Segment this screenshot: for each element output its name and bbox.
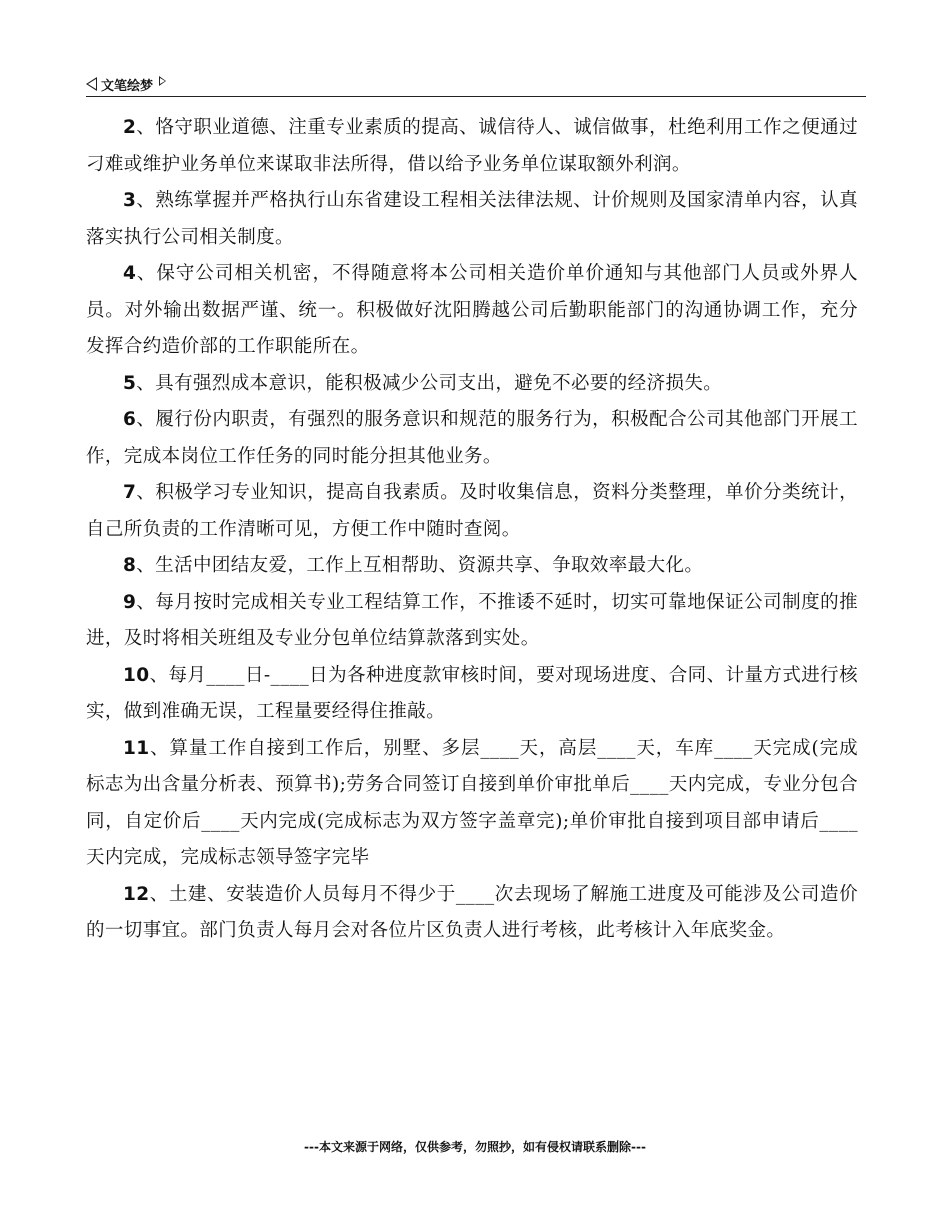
item-text: 、每月按时完成相关专业工程结算工作，不推诿不延时，切实可靠地保证公司制度的推进，及时将相关班组及专业分包单位结算款落到实处。: [86, 591, 858, 649]
item-number: 2: [123, 117, 137, 138]
item-number: 3: [123, 190, 137, 211]
item-text: 、每月____日-____日为各种进度款审核时间，要对现场进度、合同、计量方式进行核实，做到准确无误，工程量要经得住推敲。: [86, 664, 858, 722]
paragraph-11: [86, 731, 858, 877]
triangle-left-icon: [86, 77, 97, 91]
item-text: 、恪守职业道德、注重专业素质的提高、诚信待人、诚信做事，杜绝利用工作之便通过刁难或维护业务单位来谋取非法所得，借以给予业务单位谋取额外利润。: [86, 117, 858, 175]
paragraph-4: [86, 256, 858, 366]
header-title: 文笔绘梦: [101, 78, 154, 94]
item-number: 5: [123, 372, 137, 394]
item-number: 12: [123, 883, 150, 905]
item-text: 、生活中团结友爱，工作上互相帮助、资源共享、争取效率最大化。: [136, 555, 704, 576]
paragraph-9: [86, 585, 858, 658]
paragraph-7: [86, 475, 858, 548]
paragraph-6: [86, 402, 858, 475]
paragraph-3: [86, 183, 858, 256]
item-text: 、土建、安装造价人员每月不得少于____次去现场了解施工进度及可能涉及公司造价的一切事宜。部门负责人每月会对各位片区负责人进行考核，此考核计入年底奖金。: [86, 883, 858, 941]
item-number: 6: [123, 409, 137, 430]
page-header: [86, 72, 866, 97]
item-text: 、保守公司相关机密，不得随意将本公司相关造价单价通知与其他部门人员或外界人员。对外输出数据严谨、统一。积极做好沈阳腾越公司后勤职能部门的沟通协调工作，充分发挥合约造价部的工作职能所在。: [86, 263, 858, 357]
paragraph-10: [86, 658, 858, 731]
paragraph-2: [86, 110, 858, 183]
document-body: [86, 110, 858, 950]
item-text: 、具有强烈成本意识，能积极减少公司支出，避免不必要的经济损失。: [136, 372, 723, 394]
item-number: 4: [123, 263, 137, 284]
item-number: 8: [123, 555, 137, 576]
item-text: 、履行份内职责，有强烈的服务意识和规范的服务行为，积极配合公司其他部门开展工作，完成本岗位工作任务的同时能分担其他业务。: [86, 409, 858, 467]
item-text: 、熟练掌握并严格执行山东省建设工程相关法律法规、计价规则及国家清单内容，认真落实执行公司相关制度。: [86, 190, 858, 248]
paragraph-12: [86, 877, 858, 950]
item-number: 7: [123, 482, 137, 503]
item-number: 9: [123, 591, 137, 613]
item-text: 、算量工作自接到工作后，别墅、多层____天，高层____天，车库____天完成(完成标志为出含量分析表、预算书);劳务合同签订自接到单价审批单后____天内完成，专业分包合同，自定价后____天内完成(完成标志为双方签字盖章完);单价审批自接到项目部申请后____天内完成，完成标志领导签字完毕: [86, 737, 858, 868]
item-number: 10: [123, 664, 150, 686]
paragraph-8: [86, 548, 858, 585]
item-number: 11: [123, 737, 150, 759]
item-text: 、积极学习专业知识，提高自我素质。及时收集信息，资料分类整理，单价分类统计，自己所负责的工作清晰可见，方便工作中随时查阅。: [86, 482, 858, 540]
triangle-right-icon: [159, 76, 166, 86]
page-footer: ---本文来源于网络，仅供参考，勿照抄，如有侵权请联系删除---: [304, 1140, 646, 1154]
paragraph-5: [86, 366, 858, 403]
